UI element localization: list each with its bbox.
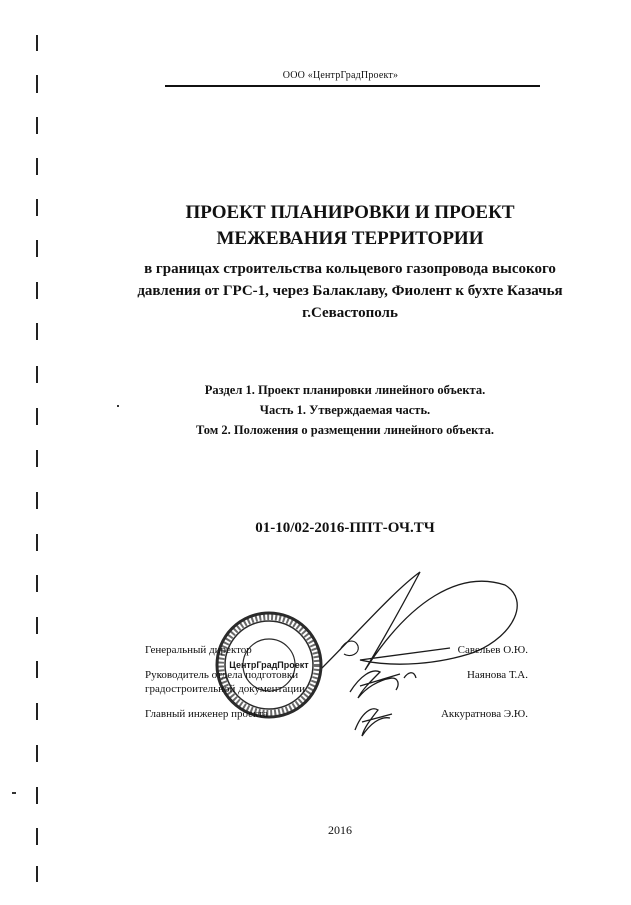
section-info	[150, 380, 540, 440]
binding-mark	[36, 323, 38, 340]
binding-mark	[36, 450, 38, 467]
document-title	[100, 200, 600, 324]
header-rule	[165, 85, 540, 87]
title-line: ПРОЕКТ ПЛАНИРОВКИ И ПРОЕКТ	[185, 202, 515, 223]
binding-mark	[36, 366, 38, 383]
signatory-name: Савельев О.Ю.	[457, 644, 528, 656]
subtitle-line: давления от ГРС-1, через Балаклаву, Фиолент к бухте Казачья	[137, 283, 563, 299]
scan-speck	[12, 792, 16, 794]
binding-mark	[36, 240, 38, 257]
company-stamp	[214, 610, 324, 720]
binding-mark	[36, 866, 38, 882]
binding-mark	[36, 35, 38, 51]
document-code: 01-10/02-2016-ППТ-ОЧ.ТЧ	[255, 520, 435, 536]
binding-mark	[36, 575, 38, 592]
binding-mark	[36, 703, 38, 720]
signatory-name: Наянова Т.А.	[466, 669, 528, 681]
section-line: Том 2. Положения о размещении линейного объекта.	[196, 423, 494, 437]
binding-mark	[36, 617, 38, 634]
signatory-name: Аккуратнова Э.Ю.	[440, 708, 528, 720]
binding-mark	[36, 745, 38, 762]
binding-mark	[36, 828, 38, 845]
binding-mark	[36, 158, 38, 175]
subtitle-line: г.Севастополь	[302, 305, 398, 321]
binding-mark	[36, 661, 38, 678]
binding-mark	[36, 492, 38, 509]
stamp-center-text: ЦентрГрадПроект	[229, 660, 309, 670]
stamp-seal-icon	[214, 610, 324, 720]
title-line: МЕЖЕВАНИЯ ТЕРРИТОРИИ	[216, 228, 484, 249]
binding-mark	[36, 408, 38, 425]
signatory-role: Главный инженер проекта	[145, 708, 269, 720]
title-subtitle	[100, 258, 600, 324]
document-year: 2016	[328, 823, 352, 837]
section-line: Часть 1. Утверждаемая часть.	[259, 403, 431, 417]
binding-mark	[36, 199, 38, 216]
signatory-role: Руководитель отдела подготовки градостроительной документации	[145, 669, 306, 695]
binding-mark	[36, 534, 38, 551]
binding-mark	[36, 282, 38, 299]
organization-header: ООО «ЦентрГрадПроект»	[282, 70, 399, 81]
signatory-role: Генеральный директор	[145, 644, 252, 656]
scan-speck	[117, 405, 119, 407]
section-line: Раздел 1. Проект планировки линейного объекта.	[204, 383, 486, 397]
binding-mark	[36, 787, 38, 804]
subtitle-line: в границах строительства кольцевого газопровода высокого	[144, 261, 556, 277]
binding-mark	[36, 117, 38, 134]
